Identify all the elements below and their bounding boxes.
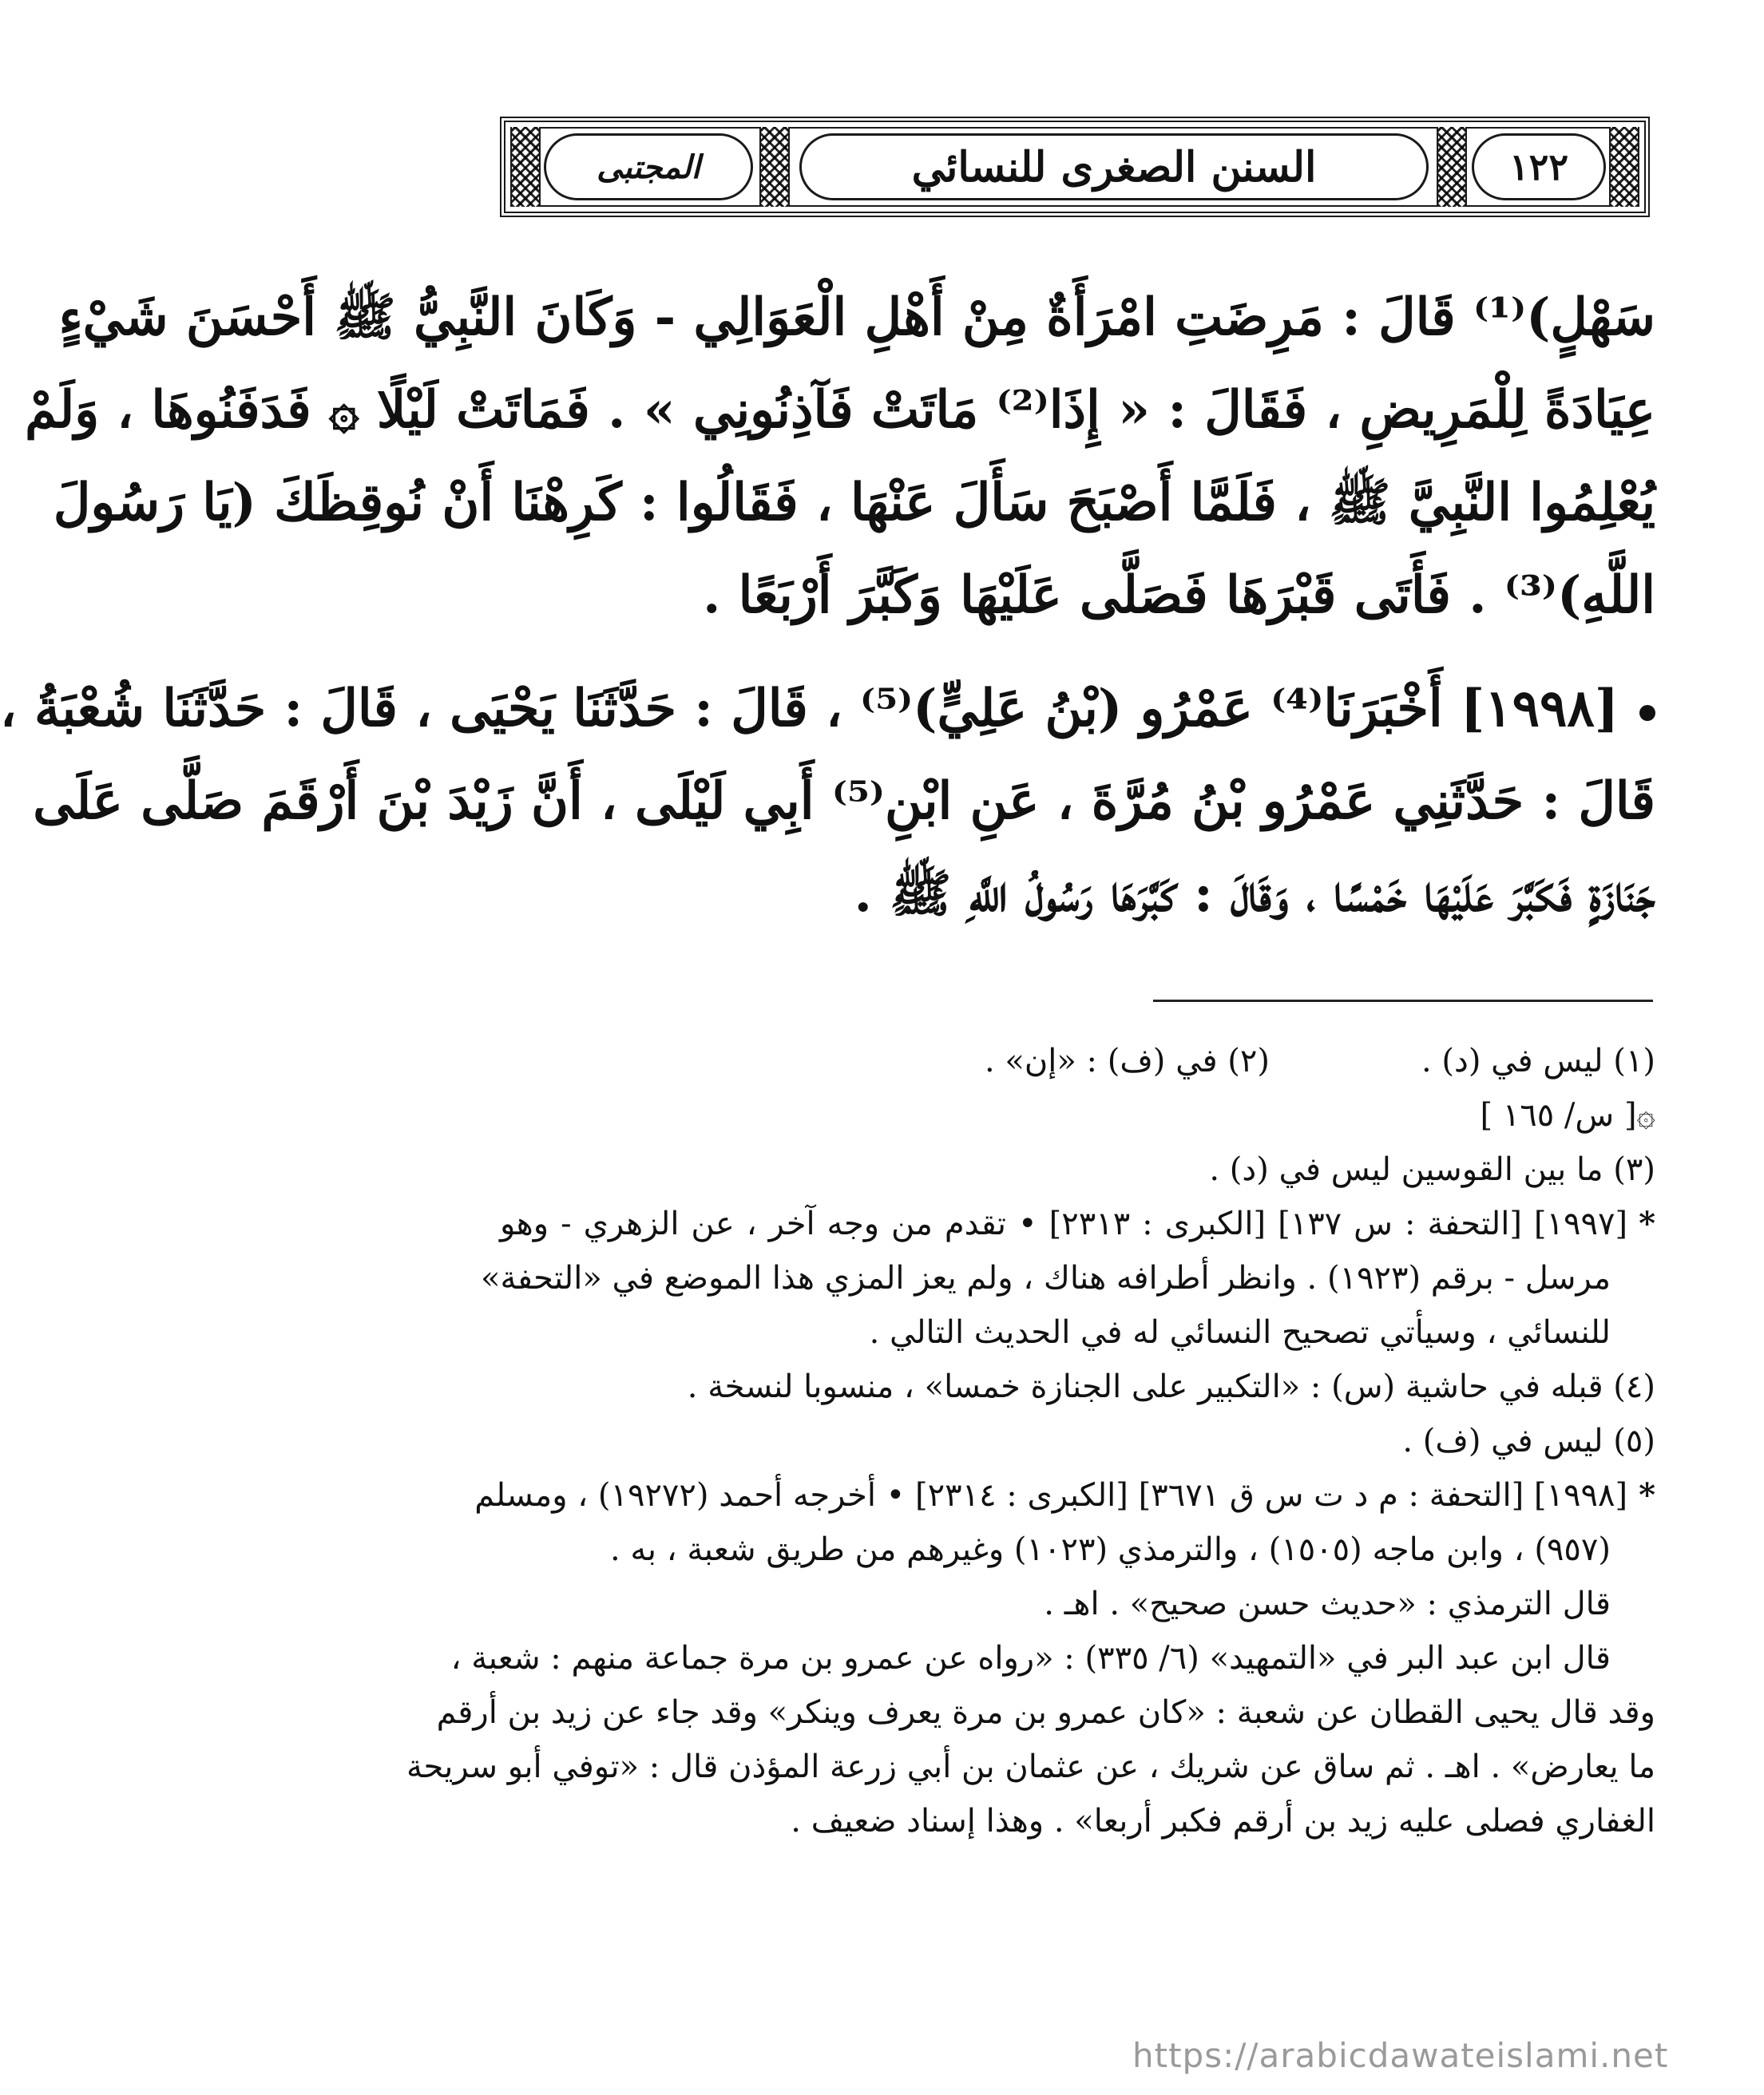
page-number: ١٢٢ (1508, 145, 1569, 188)
volume-label: المجتبى (597, 148, 700, 186)
bullet-icon (1639, 705, 1655, 721)
page-marker: ۞[ س/ ١٦٥ ] (1480, 1097, 1655, 1134)
ornament-strip-icon (510, 127, 541, 207)
asterisk-icon: * (1639, 1476, 1655, 1514)
watermark-url: https://arabicdawateislami.net (1132, 2036, 1669, 2075)
takhrij-text: مرسل - برقم (١٩٢٣) . وانظر أطرافه هناك ، ولم يعز المزي هذا الموضع في «التحفة» (481, 1260, 1611, 1297)
takhrij-text: قال ابن عبد البر في «التمهيد» (٦/ ٣٣٥) : «رواه عن عمرو بن مرة جماعة منهم : شعبة ، (450, 1640, 1611, 1677)
footnote-3: (٣) ما بين القوسين ليس في (د) . (1209, 1151, 1655, 1188)
ornament-strip-icon (1437, 127, 1467, 207)
takhrij-1998-line (474, 1468, 1655, 1523)
footnote-4: (٤) قبله في حاشية (س) : «التكبير على الجنازة خمسا» ، منسوبا لنسخة . (687, 1368, 1655, 1405)
text-line: [١٩٩٨] أَخْبَرَنَا⁽⁴⁾ عَمْرُو (بْنُ عَلِيٍّ)⁽⁵⁾ ، قَالَ : حَدَّثَنَا يَحْيَى ، قَالَ : حَدَّثَنَا شُعْبَةُ ، (0, 679, 1619, 739)
takhrij-text: الغفاري فصلى عليه زيد بن أرقم فكبر أربعا» . وهذا إسناد ضعيف . (791, 1803, 1655, 1840)
footnote-2: (٢) في (ف) : «إن» . (984, 1043, 1270, 1079)
ornament-strip-icon (1609, 127, 1639, 207)
text-line: سَهْلٍ)⁽¹⁾ قَالَ : مَرِضَتِ امْرَأَةٌ مِنْ أَهْلِ الْعَوَالِي - وَكَانَ النَّبِيُّ ﷺ أَحْسَنَ شَيْءٍ (58, 287, 1655, 347)
takhrij-text: قال الترمذي : «حديث حسن صحيح» . اهـ . (1044, 1586, 1611, 1622)
takhrij-text: للنسائي ، وسيأتي تصحيح النسائي له في الحديث التالي . (869, 1314, 1611, 1351)
title-cartouche (799, 133, 1429, 200)
text-line: قَالَ : حَدَّثَنِي عَمْرُو بْنُ مُرَّةَ ، عَنِ ابْنِ⁽⁵⁾ أَبِي لَيْلَى ، أَنَّ زَيْدَ بْنَ أَرْقَمَ صَلَّى عَلَى (33, 771, 1655, 831)
footnote-1: (١) ليس في (د) . (1421, 1043, 1655, 1079)
footnote-divider (1153, 1000, 1653, 1002)
page-number-cartouche (1472, 133, 1606, 200)
text-line: عِيَادَةً لِلْمَرِيضِ ، فَقَالَ : « إِذَا⁽²⁾ مَاتَتْ فَآذِنُونِي » . فَمَاتَتْ لَيْلًا ۞ فَدَفَنُوهَا ، وَلَمْ (25, 380, 1655, 440)
hadith-1998-first-line (0, 663, 1655, 755)
volume-cartouche (544, 133, 753, 200)
hadith-text (0, 271, 1655, 941)
takhrij-text: [١٩٩٨] [التحفة : م د ت س ق ٣٦٧١] [الكبرى : ٢٣١٤] • أخرجه أحمد (١٩٢٧٢) ، ومسلم (474, 1477, 1628, 1514)
takhrij-text: ما يعارض» . اهـ . ثم ساق عن شريك ، عن عثمان بن أبي زرعة المؤذن قال : «توفي أبو سريحة (406, 1748, 1655, 1785)
footnote-5: (٥) ليس في (ف) . (1402, 1423, 1655, 1459)
asterisk-icon: * (1639, 1205, 1655, 1242)
takhrij-text: وقد قال يحيى القطان عن شعبة : «كان عمرو بن مرة يعرف وينكر» وقد جاء عن زيد بن أرقم (436, 1694, 1655, 1731)
takhrij-1997-line (500, 1197, 1655, 1251)
text-line: يُعْلِمُوا النَّبِيَّ ﷺ ، فَلَمَّا أَصْبَحَ سَأَلَ عَنْهَا ، فَقَالُوا : كَرِهْنَا أَنْ نُوقِظَكَ (يَا رَسُولَ (53, 473, 1655, 533)
ornament-strip-icon (759, 127, 790, 207)
footnotes (406, 1034, 1655, 1848)
takhrij-text: [١٩٩٧] [التحفة : س ١٣٧] [الكبرى : ٢٣١٣] • تقدم من وجه آخر ، عن الزهري - وهو (500, 1206, 1628, 1242)
footnote-row (500, 1034, 1655, 1088)
book-title: السنن الصغرى للنسائي (911, 142, 1317, 192)
page-header (500, 117, 1650, 217)
takhrij-text: (٩٥٧) ، وابن ماجه (١٥٠٥) ، والترمذي (١٠٢٣) وغيرهم من طريق شعبة ، به . (610, 1531, 1611, 1568)
text-line: اللَّهِ)⁽³⁾ . فَأَتَى قَبْرَهَا فَصَلَّى عَلَيْهَا وَكَبَّرَ أَرْبَعًا . (703, 565, 1655, 625)
text-line: جَنَازَةٍ فَكَبَّرَ عَلَيْهَا خَمْسًا ، وَقَالَ : كَبَّرَهَا رَسُولُ اللَّهِ ﷺ . (854, 864, 1655, 924)
